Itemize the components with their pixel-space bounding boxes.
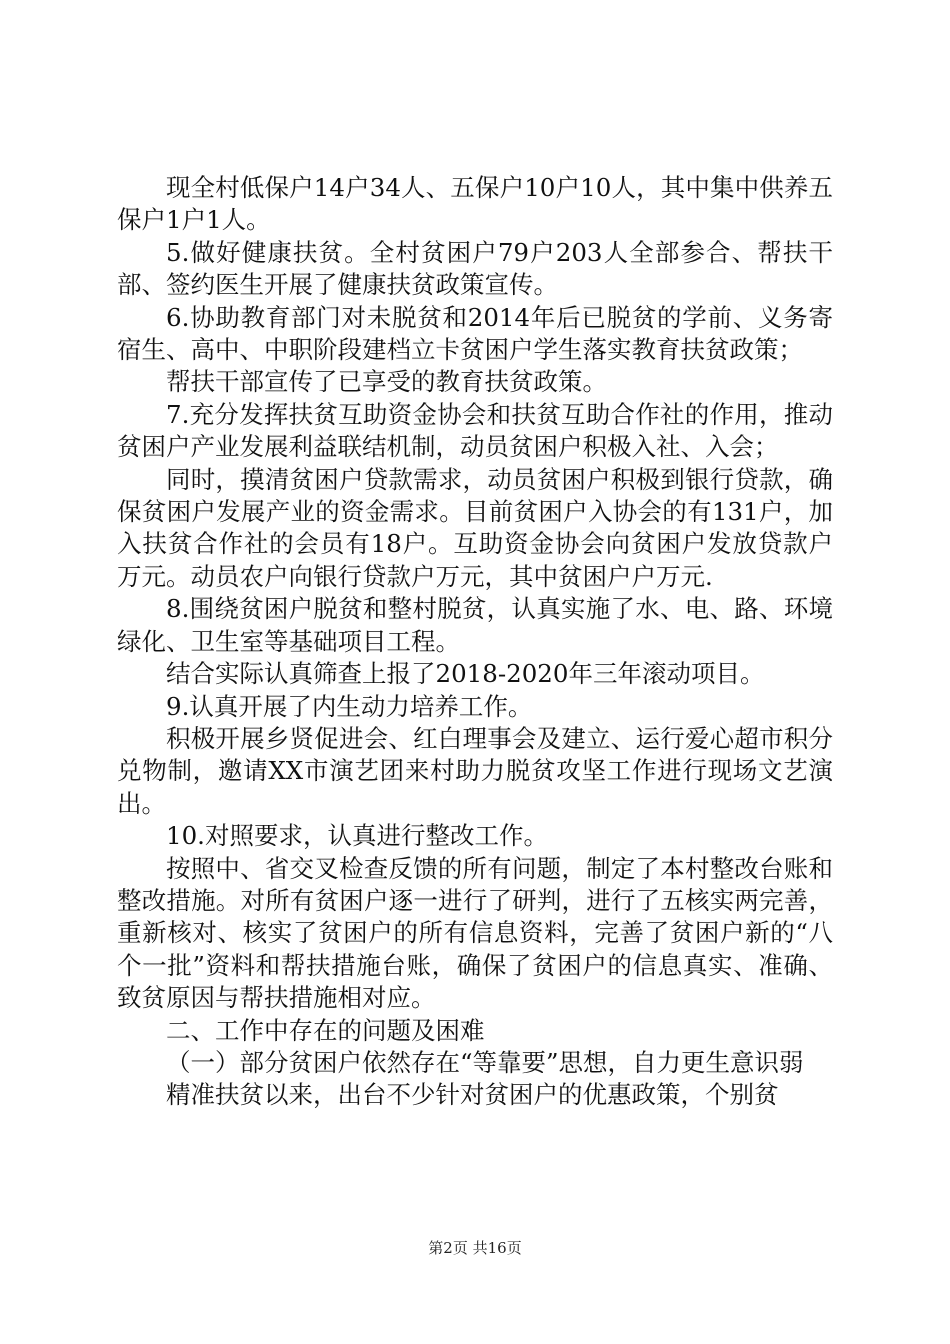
- paragraph: 9.认真开展了内生动力培养工作。: [166, 691, 533, 721]
- paragraph: 7.充分发挥扶贫互助资金协会和扶贫互助合作社的作用，推动贫困户产业发展利益联结机制，动员贫困户积极入社、入会；: [117, 399, 833, 462]
- paragraph: 结合实际认真筛查上报了2018-2020年三年滚动项目。: [166, 659, 765, 689]
- paragraph: 同时，摸清贫困户贷款需求，动员贫困户积极到银行贷款，确保贫困户发展产业的资金需求。目前贫困户入协会的有131户，加入扶贫合作社的会员有18户。互助资金协会向贫困户发放贷款户万元。动员农户向银行贷款户万元，其中贫困户户万元.: [117, 464, 833, 591]
- paragraph: 8.围绕贫困户脱贫和整村脱贫，认真实施了水、电、路、环境绿化、卫生室等基础项目工程。: [117, 594, 833, 656]
- paragraph: 精准扶贫以来，出台不少针对贫困户的优惠政策，个别贫: [166, 1080, 779, 1110]
- document-body: [117, 172, 833, 1112]
- section-heading: 二、工作中存在的问题及困难: [166, 1015, 485, 1045]
- page-number-footer: 第2页 共16页: [428, 1239, 522, 1257]
- paragraph: 按照中、省交叉检查反馈的所有问题，制定了本村整改台账和整改措施。对所有贫困户逐一进行了研判，进行了五核实两完善，重新核对、核实了贫困户的所有信息资料，完善了贫困户新的“八个一批”资料和帮扶措施台账，确保了贫困户的信息真实、准确、致贫原因与帮扶措施相对应。: [117, 853, 833, 1013]
- paragraph: 6.协助教育部门对未脱贫和2014年后已脱贫的学前、义务寄宿生、高中、中职阶段建档立卡贫困户学生落实教育扶贫政策；: [117, 302, 833, 365]
- paragraph: 积极开展乡贤促进会、红白理事会及建立、运行爱心超市积分兑物制，邀请XX市演艺团来村助力脱贫攻坚工作进行现场文艺演出。: [117, 723, 833, 818]
- paragraph: 5.做好健康扶贫。全村贫困户79户203人全部参合、帮扶干部、签约医生开展了健康扶贫政策宣传。: [117, 237, 833, 300]
- paragraph: 10.对照要求，认真进行整改工作。: [166, 821, 548, 851]
- paragraph: 现全村低保户14户34人、五保户10户10人，其中集中供养五保户1户1人。: [117, 173, 833, 235]
- subsection-heading: （一）部分贫困户依然存在“等靠要”思想，自力更生意识弱: [166, 1047, 804, 1077]
- paragraph: 帮扶干部宣传了已享受的教育扶贫政策。: [166, 367, 607, 397]
